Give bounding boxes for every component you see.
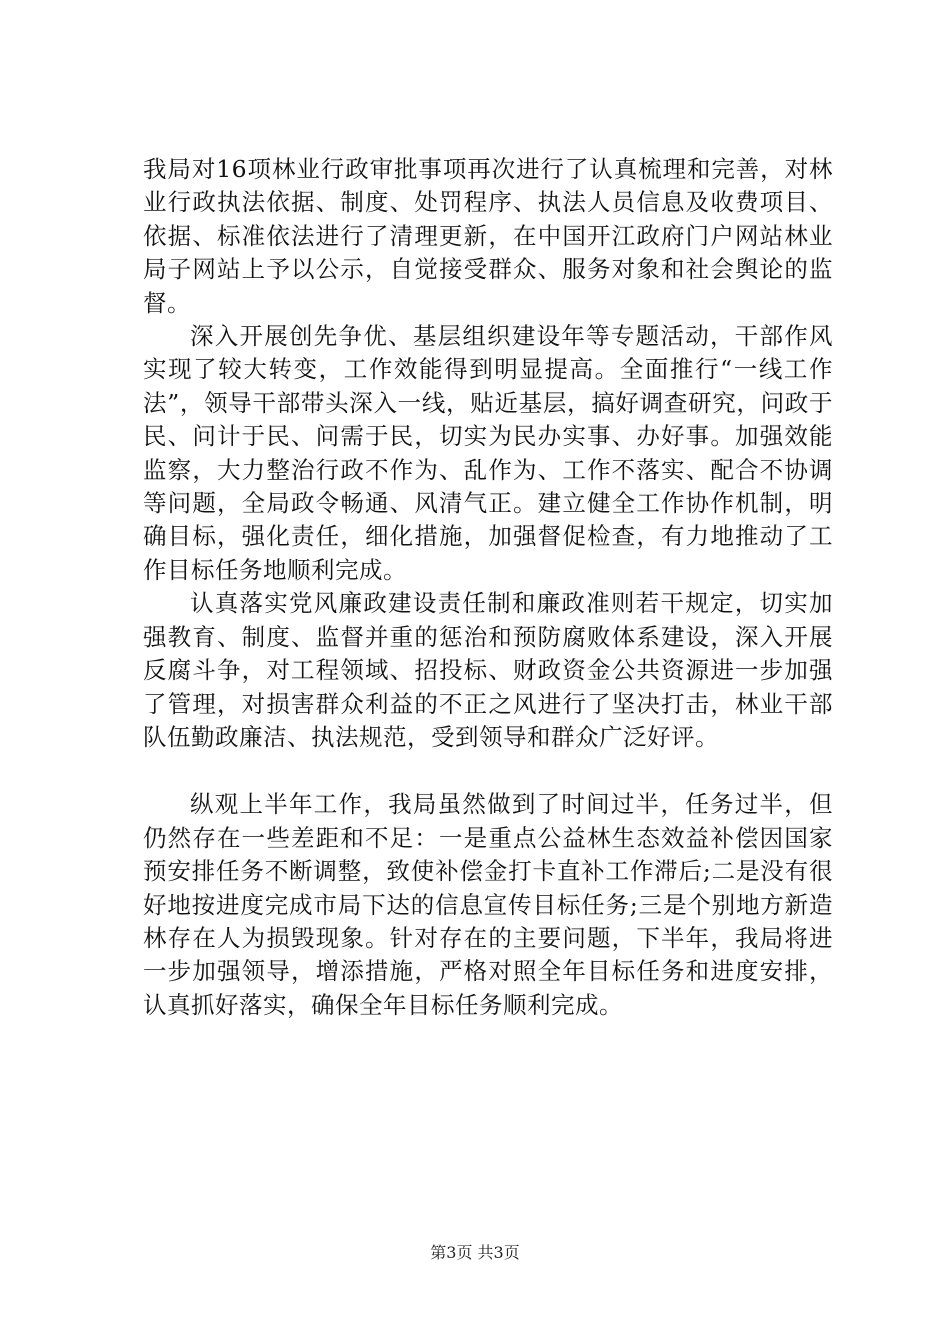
- paragraph-spacer: [143, 754, 833, 788]
- paragraph-summary: 纵观上半年工作，我局虽然做到了时间过半，任务过半，但仍然存在一些差距和不足：一是重点公益林生态效益补偿因国家预安排任务不断调整，致使补偿金打卡直补工作滞后;二是没有很好地按进度完成市局下达的信息宣传目标任务;三是个别地方新造林存在人为损毁现象。针对存在的主要问题，下半年，我局将进一步加强领导，增添措施，严格对照全年目标任务和进度安排，认真抓好落实，确保全年目标任务顺利完成。: [143, 790, 833, 1019]
- paragraph-work-style: 深入开展创先争优、基层组织建设年等专题活动，干部作风实现了较大转变，工作效能得到明显提高。全面推行“一线工作法”，领导干部带头深入一线，贴近基层，搞好调查研究，问政于民、问计于民、问需于民，切实为民办实事、办好事。加强效能监察，大力整治行政不作为、乱作为、工作不落实、配合不协调等问题，全局政令畅通、风清气正。建立健全工作协作机制，明确目标，强化责任，细化措施，加强督促检查，有力地推动了工作目标任务地顺利完成。: [143, 322, 833, 584]
- page-footer: 第3页 共3页: [430, 1243, 520, 1262]
- paragraph-integrity: 认真落实党风廉政建设责任制和廉政准则若干规定，切实加强教育、制度、监督并重的惩治和预防腐败体系建设，深入开展反腐斗争，对工程领域、招投标、财政资金公共资源进一步加强了管理，对损害群众利益的不正之风进行了坚决打击，林业干部队伍勤政廉洁、执法规范，受到领导和群众广泛好评。: [143, 589, 833, 751]
- paragraph-review-approval: 我局对16项林业行政审批事项再次进行了认真梳理和完善，对林业行政执法依据、制度、处罚程序、执法人员信息及收费项目、依据、标准依法进行了清理更新，在中国开江政府门户网站林业局子网站上予以公示，自觉接受群众、服务对象和社会舆论的监督。: [143, 155, 833, 317]
- document-body: [143, 153, 833, 1022]
